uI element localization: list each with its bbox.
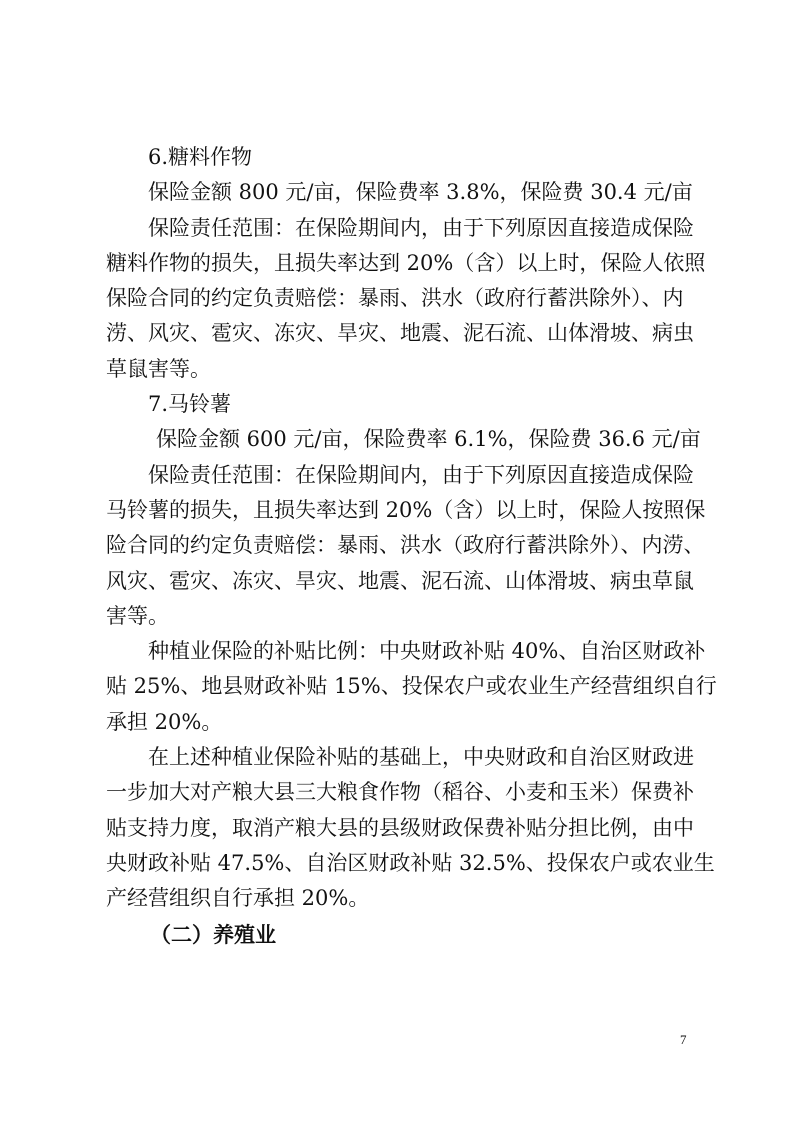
paragraph-line: 产经营组织自行承担 20%。 <box>106 886 370 911</box>
paragraph-line: 草鼠害等。 <box>106 356 211 381</box>
paragraph-line: 险合同的约定负责赔偿：暴雨、洪水（政府行蓄洪除外）、内涝、 <box>106 533 705 558</box>
paragraph-line: 保险责任范围：在保险期间内，由于下列原因直接造成保险 <box>148 215 694 240</box>
item-6-coverage-paragraph <box>106 211 706 387</box>
paragraph-line: 贴 25%、地县财政补贴 15%、投保农户或农业生产经营组织自行 <box>106 674 717 699</box>
paragraph-line: 马铃薯的损失，且损失率达到 20%（含）以上时，保险人按照保 <box>106 497 706 522</box>
paragraph-line: 风灾、雹灾、冻灾、旱灾、地震、泥石流、山体滑坡、病虫草鼠 <box>106 568 694 593</box>
paragraph-line: 种植业保险的补贴比例：中央财政补贴 40%、自治区财政补 <box>148 639 706 664</box>
grain-county-subsidy-paragraph <box>106 740 715 916</box>
item-7-heading: 7.马铃薯 <box>148 392 232 417</box>
subsidy-ratio-paragraph <box>106 634 717 740</box>
paragraph-line: 保险责任范围：在保险期间内，由于下列原因直接造成保险 <box>148 462 694 487</box>
paragraph-line: 央财政补贴 47.5%、自治区财政补贴 32.5%、投保农户或农业生 <box>106 850 715 875</box>
paragraph-line: 承担 20%。 <box>106 709 223 734</box>
page-number: 7 <box>680 1032 687 1047</box>
section-heading-livestock: （二）养殖业 <box>150 921 276 947</box>
document-body <box>106 140 717 952</box>
item-7-coverage-paragraph <box>106 458 706 634</box>
paragraph-line: 保险合同的约定负责赔偿：暴雨、洪水（政府行蓄洪除外）、内 <box>106 286 684 311</box>
item-7-insurance-terms: 保险金额 600 元/亩，保险费率 6.1%，保险费 36.6 元/亩 <box>156 427 701 452</box>
paragraph-line: 贴支持力度，取消产粮大县的县级财政保费补贴分担比例，由中 <box>106 815 694 840</box>
paragraph-line: 一步加大对产粮大县三大粮食作物（稻谷、小麦和玉米）保费补 <box>106 780 694 805</box>
item-6-insurance-terms: 保险金额 800 元/亩，保险费率 3.8%，保险费 30.4 元/亩 <box>148 180 693 205</box>
paragraph-line: 糖料作物的损失，且损失率达到 20%（含）以上时，保险人依照 <box>106 250 706 275</box>
paragraph-line: 在上述种植业保险补贴的基础上，中央财政和自治区财政进 <box>148 745 694 770</box>
paragraph-line: 涝、风灾、雹灾、冻灾、旱灾、地震、泥石流、山体滑坡、病虫 <box>106 321 694 346</box>
paragraph-line: 害等。 <box>106 603 169 628</box>
item-6-heading: 6.糖料作物 <box>148 145 253 169</box>
